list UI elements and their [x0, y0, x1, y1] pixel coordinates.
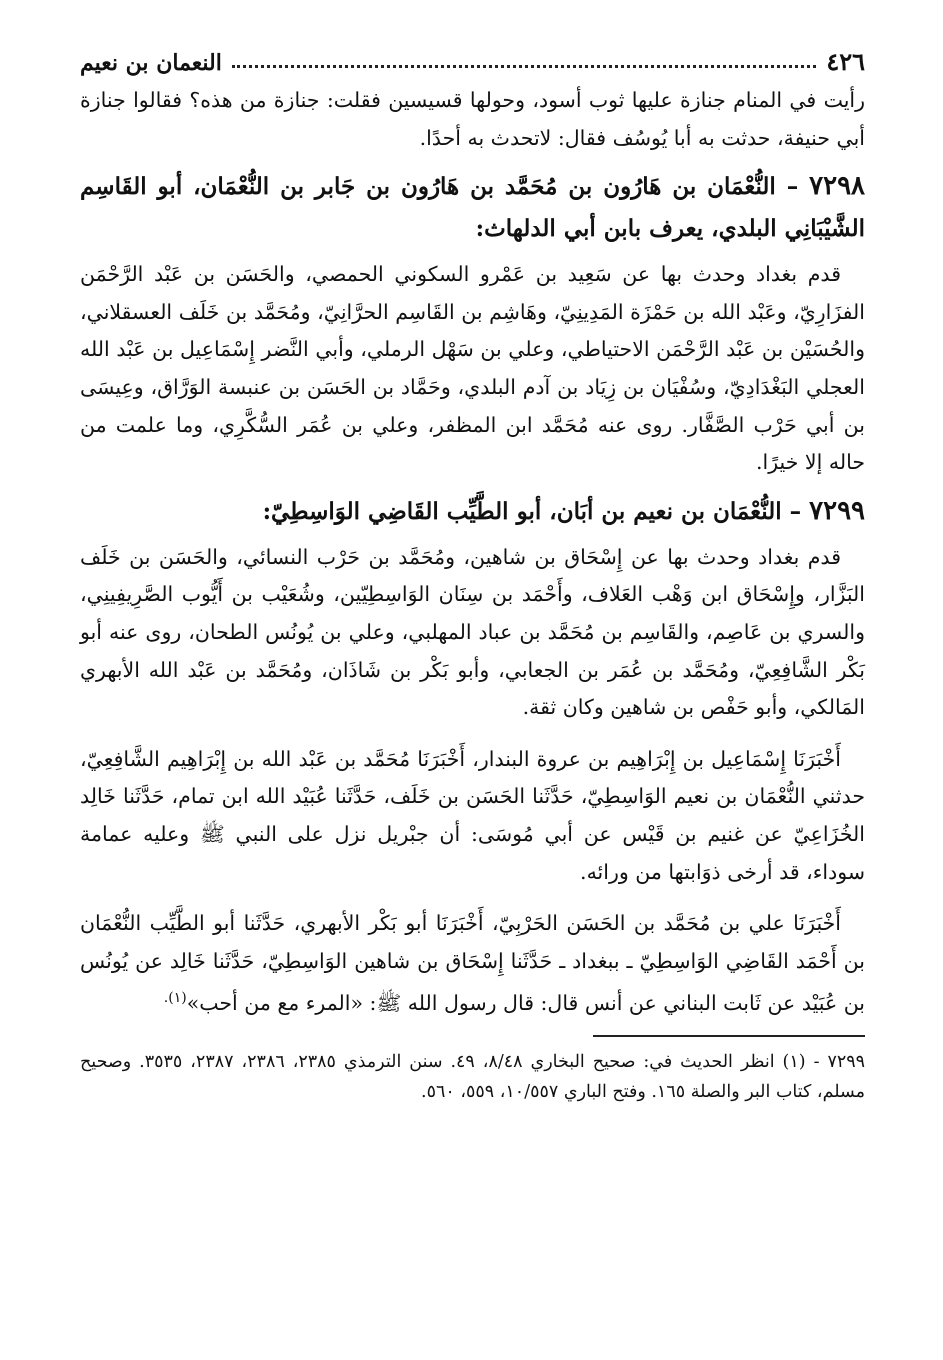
entry-7298: [80, 165, 865, 482]
header-dotted-leader: [232, 65, 816, 68]
footnote-reference[interactable]: (١).: [163, 990, 187, 1007]
page-header: [80, 36, 865, 76]
footnote-divider: [593, 1035, 865, 1037]
entry-heading: ٧٢٩٩ – النُّعْمَان بن نعيم بن أبَان، أبو الطَّيِّب القَاضِي الوَاسِطِيّ:: [262, 495, 865, 526]
footnotes: [80, 1047, 865, 1107]
hadith-paragraph: أَخْبَرَنَا إِسْمَاعِيل بن إِبْرَاهِيم بن عروة البندار، أَخْبَرَنَا مُحَمَّد بن عَبْد الله بن إِبْرَاهِيم الشَّافِعِيّ، حدثني النُّعْمَان بن نعيم الوَاسِطِيّ، حَدَّثَنا الحَسَن بن خَلَف، حَدَّثَنا عُبَيْد الله ابن تمام، حَدَّثَنا خَالِد الخُزَاعِيّ عن غنيم بن قَيْس عن أبي مُوسَى: أن جبْريل نزل على النبي ﷺ وعليه عمامة سوداء، قد أرخى ذوَابتها من ورائه.: [80, 746, 865, 884]
entry-paragraph: قدم بغداد وحدث بها عن إِسْحَاق بن شاهين، ومُحَمَّد بن حَرْب النسائي، والحَسَن بن خَلَف البَزَّار، وإِسْحَاق ابن وَهْب العَلاف، وأَحْمَد بن سِنَان الوَاسِطِيّين، وشُعَيْب بن أَيُّوب الصَّرِيفِينِي، والسري بن عَاصِم، والقَاسِم بن مُحَمَّد بن عباد المهلبي، وعلي بن يُونُس الطحان، روى عنه أبو بَكْر الشَّافِعِيّ، ومُحَمَّد بن عُمَر بن الجعابي، وأبو بَكْر بن شَاذَان، ومُحَمَّد بن عَبْد الله الأبهري المَالكي، وأبو حَفْص بن شاهين وكان ثقة.: [80, 544, 865, 720]
entry-number: ٧٢٩٨: [809, 171, 865, 202]
page-number: ٤٢٦: [826, 47, 865, 76]
footnote-item: ٧٢٩٩ - (١) انظر الحديث في: صحيح البخاري ٨/٤٨، ٤٩. سنن الترمذي ٢٣٨٥، ٢٣٨٦، ٢٣٨٧، ٣٥٣٥. وصحيح مسلم، كتاب البر والصلة ١٦٥. وفتح الباري ١٠/٥٥٧، ٥٥٩، ٥٦٠.: [80, 1051, 866, 1102]
running-title: النعمان بن نعيم: [80, 50, 222, 76]
entry-heading: ٧٢٩٨ – النُّعْمَان بن هَارُون بن مُحَمَّد بن هَارُون بن جَابر بن النُّعْمَان، أبو القَاسِم الشَّيْبَانِي البلدي، يعرف بابن أبي الدلهاث:: [80, 171, 865, 243]
entry-number: ٧٢٩٩: [809, 495, 865, 526]
entry-paragraph: قدم بغداد وحدث بها عن سَعِيد بن عَمْرو السكوني الحمصي، والحَسَن بن عَبْد الرَّحْمَن الفزَارِيّ، وعَبْد الله بن حَمْزَة المَدِينِيّ، وهَاشِم بن القَاسِم الحرَّانِيّ، ومُحَمَّد بن خَلَف العسقلاني، والحُسَيْن بن عَبْد الرَّحْمَن الاحتياطي، وعلي بن سَهْل الرملي، وأبي النَّضر إِسْمَاعِيل بن عَبْد الله العجلي البَغْدَادِيّ، وسُفْيَان بن زِيَاد بن آدم البلدي، وحَمَّاد بن الحَسَن بن عنبسة الوَرَّاق، وعِيسَى بن أبي حَرْب الصَّفَّار. روى عنه مُحَمَّد ابن المظفر، وعلي بن عُمَر السُّكَّرِي، وما علمت من حاله إلا خيرًا.: [80, 262, 865, 475]
intro-paragraph: رأيت في المنام جنازة عليها ثوب أسود، وحولها قسيسين فقلت: جنازة من هذه؟ فقالوا جنازة أبي حنيفة، حدثت به أبا يُوسُف فقال: لاتحدث به أحدًا.: [80, 88, 865, 150]
entry-7299: [80, 490, 865, 1023]
entry-title: النُّعْمَان بن هَارُون بن مُحَمَّد بن هَارُون بن جَابر بن النُّعْمَان، أبو القَاسِم الشَّيْبَانِي البلدي، يعرف بابن أبي الدلهاث:: [80, 173, 865, 243]
hadith-text: أَخْبَرَنَا علي بن مُحَمَّد بن الحَسَن الحَرْبِيّ، أَخْبَرَنَا أبو بَكْر الأبهري، حَدَّثَنا أبو الطَّيِّب النُّعْمَان بن أَحْمَد القَاضِي الوَاسِطِيّ ـ ببغداد ـ حَدَّثَنا إِسْحَاق بن شاهين الوَاسِطِيّ، حَدَّثَنا خَالِد عن يُونُس بن عُبَيْد عن ثَابت البناني عن أنس قال: قال رسول الله ﷺ: «المرء مع من أحب»: [80, 911, 865, 1016]
hadith-paragraph: [80, 905, 865, 1023]
entry-title: النُّعْمَان بن نعيم بن أبَان، أبو الطَّيِّب القَاضِي الوَاسِطِيّ:: [262, 497, 782, 525]
